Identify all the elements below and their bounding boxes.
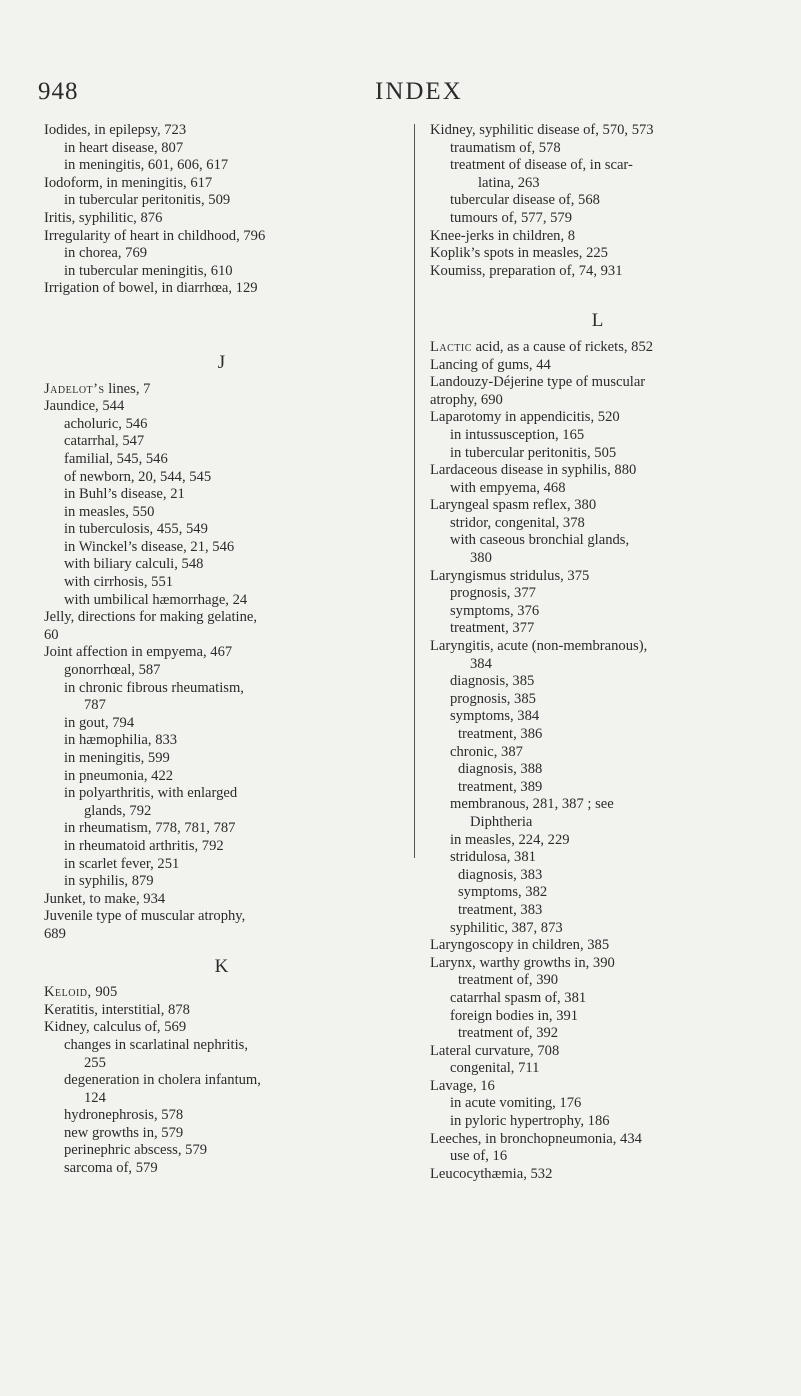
index-entry-text: in tubercular meningitis, 610 [64, 262, 233, 279]
index-entry-text: syphilitic, 387, 873 [450, 919, 563, 936]
index-entry-text: sarcoma of, 579 [64, 1160, 158, 1177]
index-entry-text: treatment of, 392 [458, 1025, 559, 1042]
index-entry-text: treatment, 377 [450, 620, 535, 637]
index-entry [44, 451, 399, 469]
index-entry-text: Keratitis, interstitial, 878 [44, 1001, 190, 1018]
index-entry-text: 905 [95, 984, 118, 1001]
index-entry [44, 803, 399, 821]
index-entry [44, 556, 399, 574]
index-entry [430, 691, 765, 709]
index-entry-text: gonorrhœal, 587 [64, 662, 161, 679]
index-entry-text: in intussusception, 165 [450, 426, 585, 443]
index-entry-text: degeneration in cholera infantum, [64, 1072, 261, 1089]
index-entry [44, 838, 399, 856]
index-entry [44, 228, 399, 246]
index-entry [430, 140, 765, 158]
index-entry-text: lines, 7 [108, 380, 151, 397]
index-entry-text: 380 [470, 550, 492, 567]
index-entry [430, 1113, 765, 1131]
index-entry [44, 785, 399, 803]
index-entry [430, 673, 765, 691]
index-entry [430, 1078, 765, 1096]
index-entry-text: glands, 792 [84, 802, 152, 819]
index-entry [44, 1037, 399, 1055]
index-entry-text: Irregularity of heart in childhood, 796 [44, 227, 266, 244]
index-entry [44, 280, 399, 298]
index-entry-text: Kidney, calculus of, 569 [44, 1019, 187, 1036]
index-entry-text: in polyarthritis, with enlarged [64, 785, 238, 802]
index-entry-text: Lardaceous disease in syphilis, 880 [430, 462, 637, 479]
index-entry [44, 245, 399, 263]
index-entry [430, 656, 765, 674]
index-entry-text: with cirrhosis, 551 [64, 574, 174, 591]
index-entry [430, 937, 765, 955]
index-entry-text: Kidney, syphilitic disease of, 570, 573 [430, 122, 654, 138]
index-entry [44, 521, 399, 539]
index-entry [430, 708, 765, 726]
index-entry [430, 392, 765, 410]
index-entry [430, 228, 765, 246]
index-entry-text: treatment, 383 [458, 901, 543, 918]
section-letter-j: J [217, 351, 226, 373]
index-entry-text: in chorea, 769 [64, 245, 148, 262]
index-entry [44, 1160, 399, 1178]
index-entry [44, 856, 399, 874]
index-heading-word: Jadelot’s [44, 380, 105, 397]
index-entry-text: Junket, to make, 934 [44, 890, 166, 907]
index-entry [430, 1131, 765, 1149]
index-entry-text: with biliary calculi, 548 [64, 556, 204, 573]
index-entry [44, 1107, 399, 1125]
index-entry [430, 849, 765, 867]
index-entry-text: in heart disease, 807 [64, 139, 184, 156]
index-entry [430, 1008, 765, 1026]
index-entry [44, 1142, 399, 1160]
index-entry-text: Lateral curvature, 708 [430, 1042, 560, 1059]
index-entry [430, 175, 765, 193]
index-group-k [44, 984, 399, 1178]
index-heading-word: Keloid, [44, 984, 92, 1001]
index-entry-text: with empyema, 468 [450, 479, 566, 496]
index-entry [44, 984, 399, 1002]
index-entry-text: Koplik’s spots in measles, 225 [430, 245, 608, 262]
index-entry [430, 990, 765, 1008]
index-entry-text: Diphtheria [470, 813, 533, 830]
index-entry [44, 1090, 399, 1108]
index-entry [430, 497, 765, 515]
index-entry [44, 539, 399, 557]
index-entry [430, 1166, 765, 1184]
index-entry [44, 768, 399, 786]
index-entry-text: in hæmophilia, 833 [64, 732, 178, 749]
index-entry-text: congenital, 711 [450, 1060, 540, 1077]
index-heading-word: Lactic [430, 338, 472, 355]
index-entry-text: in Winckel’s disease, 21, 546 [64, 538, 235, 555]
index-entry [430, 955, 765, 973]
index-entry [430, 1060, 765, 1078]
index-entry [44, 381, 399, 399]
index-entry [430, 339, 765, 357]
index-entry [44, 263, 399, 281]
index-entry-text: 689 [44, 925, 66, 942]
index-entry [430, 1148, 765, 1166]
index-entry-text: Laryngitis, acute (non-membranous), [430, 638, 648, 655]
index-entry-text: diagnosis, 385 [450, 673, 535, 690]
index-entry-text: in rheumatoid arthritis, 792 [64, 837, 224, 854]
index-entry-text: Larynx, warthy growths in, 390 [430, 954, 615, 971]
index-entry [44, 469, 399, 487]
index-entry-text: Lavage, 16 [430, 1077, 495, 1094]
index-entry-text: catarrhal spasm of, 381 [450, 989, 587, 1006]
column-divider [414, 124, 415, 858]
index-entry-text: Lancing of gums, 44 [430, 356, 551, 373]
index-entry [430, 585, 765, 603]
index-entry [430, 603, 765, 621]
index-entry-text: 124 [84, 1089, 106, 1106]
index-entry [430, 761, 765, 779]
index-entry [44, 697, 399, 715]
index-entry-text: Landouzy-Déjerine type of muscular [430, 374, 646, 391]
index-entry [44, 398, 399, 416]
index-entry-text: use of, 16 [450, 1148, 508, 1165]
index-entry-text: with caseous bronchial glands, [450, 532, 630, 549]
index-entry-text: prognosis, 377 [450, 585, 536, 602]
index-entry-text: hydronephrosis, 578 [64, 1107, 184, 1124]
index-entry-text: in acute vomiting, 176 [450, 1095, 582, 1112]
section-letter-l: L [591, 310, 604, 332]
index-entry [44, 122, 399, 140]
index-entry [44, 609, 399, 627]
index-entry-text: in chronic fibrous rheumatism, [64, 679, 244, 696]
index-entry [44, 1055, 399, 1073]
index-entry [430, 814, 765, 832]
left-column [44, 122, 399, 1178]
index-entry [44, 732, 399, 750]
index-entry-text: Koumiss, preparation of, 74, 931 [430, 262, 623, 279]
section-letter-k: K [214, 955, 229, 977]
index-entry [44, 662, 399, 680]
index-entry [44, 908, 399, 926]
index-entry [430, 796, 765, 814]
index-entry-text: Jaundice, 544 [44, 398, 125, 415]
index-entry-text: in gout, 794 [64, 714, 135, 731]
index-entry [44, 715, 399, 733]
index-entry-text: treatment of, 390 [458, 972, 559, 989]
index-entry-text: in pyloric hypertrophy, 186 [450, 1113, 610, 1130]
index-entry-text: diagnosis, 388 [458, 761, 543, 778]
page-header [0, 78, 801, 118]
index-entry [44, 820, 399, 838]
index-entry-text: latina, 263 [478, 174, 540, 191]
index-entry [430, 726, 765, 744]
index-entry-text: in pneumonia, 422 [64, 767, 174, 784]
page-number: 948 [38, 78, 79, 105]
index-entry-text: in meningitis, 599 [64, 750, 170, 766]
index-entry-text: prognosis, 385 [450, 690, 536, 707]
index-entry [430, 550, 765, 568]
index-entry [430, 122, 765, 140]
index-entry [430, 1095, 765, 1113]
index-group-k-cont [430, 122, 765, 280]
index-group-l [430, 339, 765, 1184]
index-entry-text: in measles, 550 [64, 503, 155, 520]
index-entry-text: Jelly, directions for making gelatine, [44, 609, 258, 626]
index-entry-text: Knee-jerks in children, 8 [430, 227, 576, 244]
index-entry [430, 902, 765, 920]
index-entry-text: perinephric abscess, 579 [64, 1142, 208, 1159]
index-entry-text: atrophy, 690 [430, 391, 503, 408]
index-entry-text: tubercular disease of, 568 [450, 192, 600, 209]
index-entry [44, 210, 399, 228]
index-entry [430, 263, 765, 281]
index-entry [430, 972, 765, 990]
index-entry [44, 627, 399, 645]
index-entry-text: symptoms, 382 [458, 884, 548, 901]
index-entry-text: symptoms, 384 [450, 708, 540, 725]
index-entry-text: Laryngismus stridulus, 375 [430, 567, 590, 584]
index-entry [430, 427, 765, 445]
index-entry-text: chronic, 387 [450, 743, 523, 760]
index-entry-text: in meningitis, 601, 606, 617 [64, 157, 229, 174]
index-entry [430, 409, 765, 427]
index-entry-text: of newborn, 20, 544, 545 [64, 468, 212, 485]
index-entry-text: diagnosis, 383 [458, 866, 543, 883]
index-entry [44, 175, 399, 193]
index-entry [44, 1002, 399, 1020]
index-entry [44, 486, 399, 504]
index-entry [44, 140, 399, 158]
index-entry-text: Laparotomy in appendicitis, 520 [430, 409, 620, 426]
index-entry [430, 357, 765, 375]
index-entry-text: Laryngeal spasm reflex, 380 [430, 497, 597, 514]
index-entry [430, 157, 765, 175]
index-entry-text: Leeches, in bronchopneumonia, 434 [430, 1130, 642, 1147]
index-entry [44, 750, 399, 768]
index-entry-text: in scarlet fever, 251 [64, 855, 180, 872]
index-entry [430, 192, 765, 210]
index-entry-text: traumatism of, 578 [450, 139, 561, 156]
index-entry-text: in syphilis, 879 [64, 873, 154, 890]
index-entry-text: 787 [84, 697, 106, 714]
index-entry-text: Leucocythæmia, 532 [430, 1165, 553, 1182]
index-entry [430, 210, 765, 228]
index-entry-text: acid, as a cause of rickets, 852 [475, 338, 654, 355]
index-entry-text: 60 [44, 626, 59, 643]
index-entry [430, 532, 765, 550]
index-entry [44, 192, 399, 210]
index-entry-text: Iodoform, in meningitis, 617 [44, 174, 213, 191]
index-entry [44, 926, 399, 944]
index-entry [430, 462, 765, 480]
index-entry [44, 891, 399, 909]
index-entry-text: new growths in, 579 [64, 1124, 184, 1141]
index-entry-text: treatment, 386 [458, 726, 543, 742]
index-entry [430, 480, 765, 498]
index-entry-text: Joint affection in empyema, 467 [44, 644, 233, 661]
index-entry-text: catarrhal, 547 [64, 433, 145, 450]
index-entry [430, 920, 765, 938]
index-entry [44, 1072, 399, 1090]
index-entry-text: Irrigation of bowel, in diarrhœa, 129 [44, 280, 258, 297]
right-column [430, 122, 765, 1183]
index-entry-text: Iritis, syphilitic, 876 [44, 209, 163, 226]
index-entry [430, 867, 765, 885]
index-entry [430, 445, 765, 463]
index-entry [430, 620, 765, 638]
index-entry [430, 1043, 765, 1061]
index-entry-text: stridor, congenital, 378 [450, 514, 585, 531]
index-entry-text: with umbilical hæmorrhage, 24 [64, 591, 248, 608]
index-entry-text: symptoms, 376 [450, 602, 540, 619]
index-entry [430, 884, 765, 902]
index-entry-text: in tubercular peritonitis, 505 [450, 444, 617, 461]
index-entry-text: treatment, 389 [458, 778, 543, 795]
page-title: INDEX [375, 78, 463, 105]
index-entry [430, 638, 765, 656]
index-entry [44, 433, 399, 451]
index-entry-text: in Buhl’s disease, 21 [64, 486, 185, 503]
index-entry-text: treatment of disease of, in scar- [450, 157, 633, 174]
index-entry-text: changes in scarlatinal nephritis, [64, 1036, 248, 1053]
index-entry-text: acholuric, 546 [64, 415, 148, 432]
index-entry [430, 779, 765, 797]
index-entry-text: familial, 545, 546 [64, 450, 168, 467]
index-entry-text: Laryngoscopy in children, 385 [430, 937, 610, 954]
index-group-j [44, 381, 399, 944]
index-entry [44, 644, 399, 662]
index-entry-text: in tuberculosis, 455, 549 [64, 521, 208, 538]
index-entry-text: tumours of, 577, 579 [450, 209, 573, 226]
index-entry-text: stridulosa, 381 [450, 849, 536, 866]
index-entry [44, 157, 399, 175]
index-entry-text: Iodides, in epilepsy, 723 [44, 122, 187, 138]
index-group-i [44, 122, 399, 298]
index-entry-text: foreign bodies in, 391 [450, 1007, 579, 1024]
index-entry [44, 1125, 399, 1143]
index-entry-text: in rheumatism, 778, 781, 787 [64, 820, 236, 837]
index-entry-text: membranous, 281, 387 ; see [450, 796, 614, 813]
index-entry [44, 873, 399, 891]
index-entry-text: Juvenile type of muscular atrophy, [44, 908, 246, 925]
index-entry [44, 574, 399, 592]
index-entry [44, 1019, 399, 1037]
index-entry-text: 384 [470, 655, 492, 672]
index-entry [430, 744, 765, 762]
index-entry [44, 592, 399, 610]
index-entry [430, 245, 765, 263]
index-entry [430, 515, 765, 533]
index-entry [430, 568, 765, 586]
index-entry-text: in measles, 224, 229 [450, 831, 570, 848]
index-entry [44, 504, 399, 522]
index-entry [430, 374, 765, 392]
index-entry [430, 1025, 765, 1043]
index-entry-text: 255 [84, 1054, 106, 1071]
index-entry [44, 416, 399, 434]
index-entry [44, 680, 399, 698]
index-entry-text: in tubercular peritonitis, 509 [64, 192, 231, 209]
index-entry [430, 832, 765, 850]
